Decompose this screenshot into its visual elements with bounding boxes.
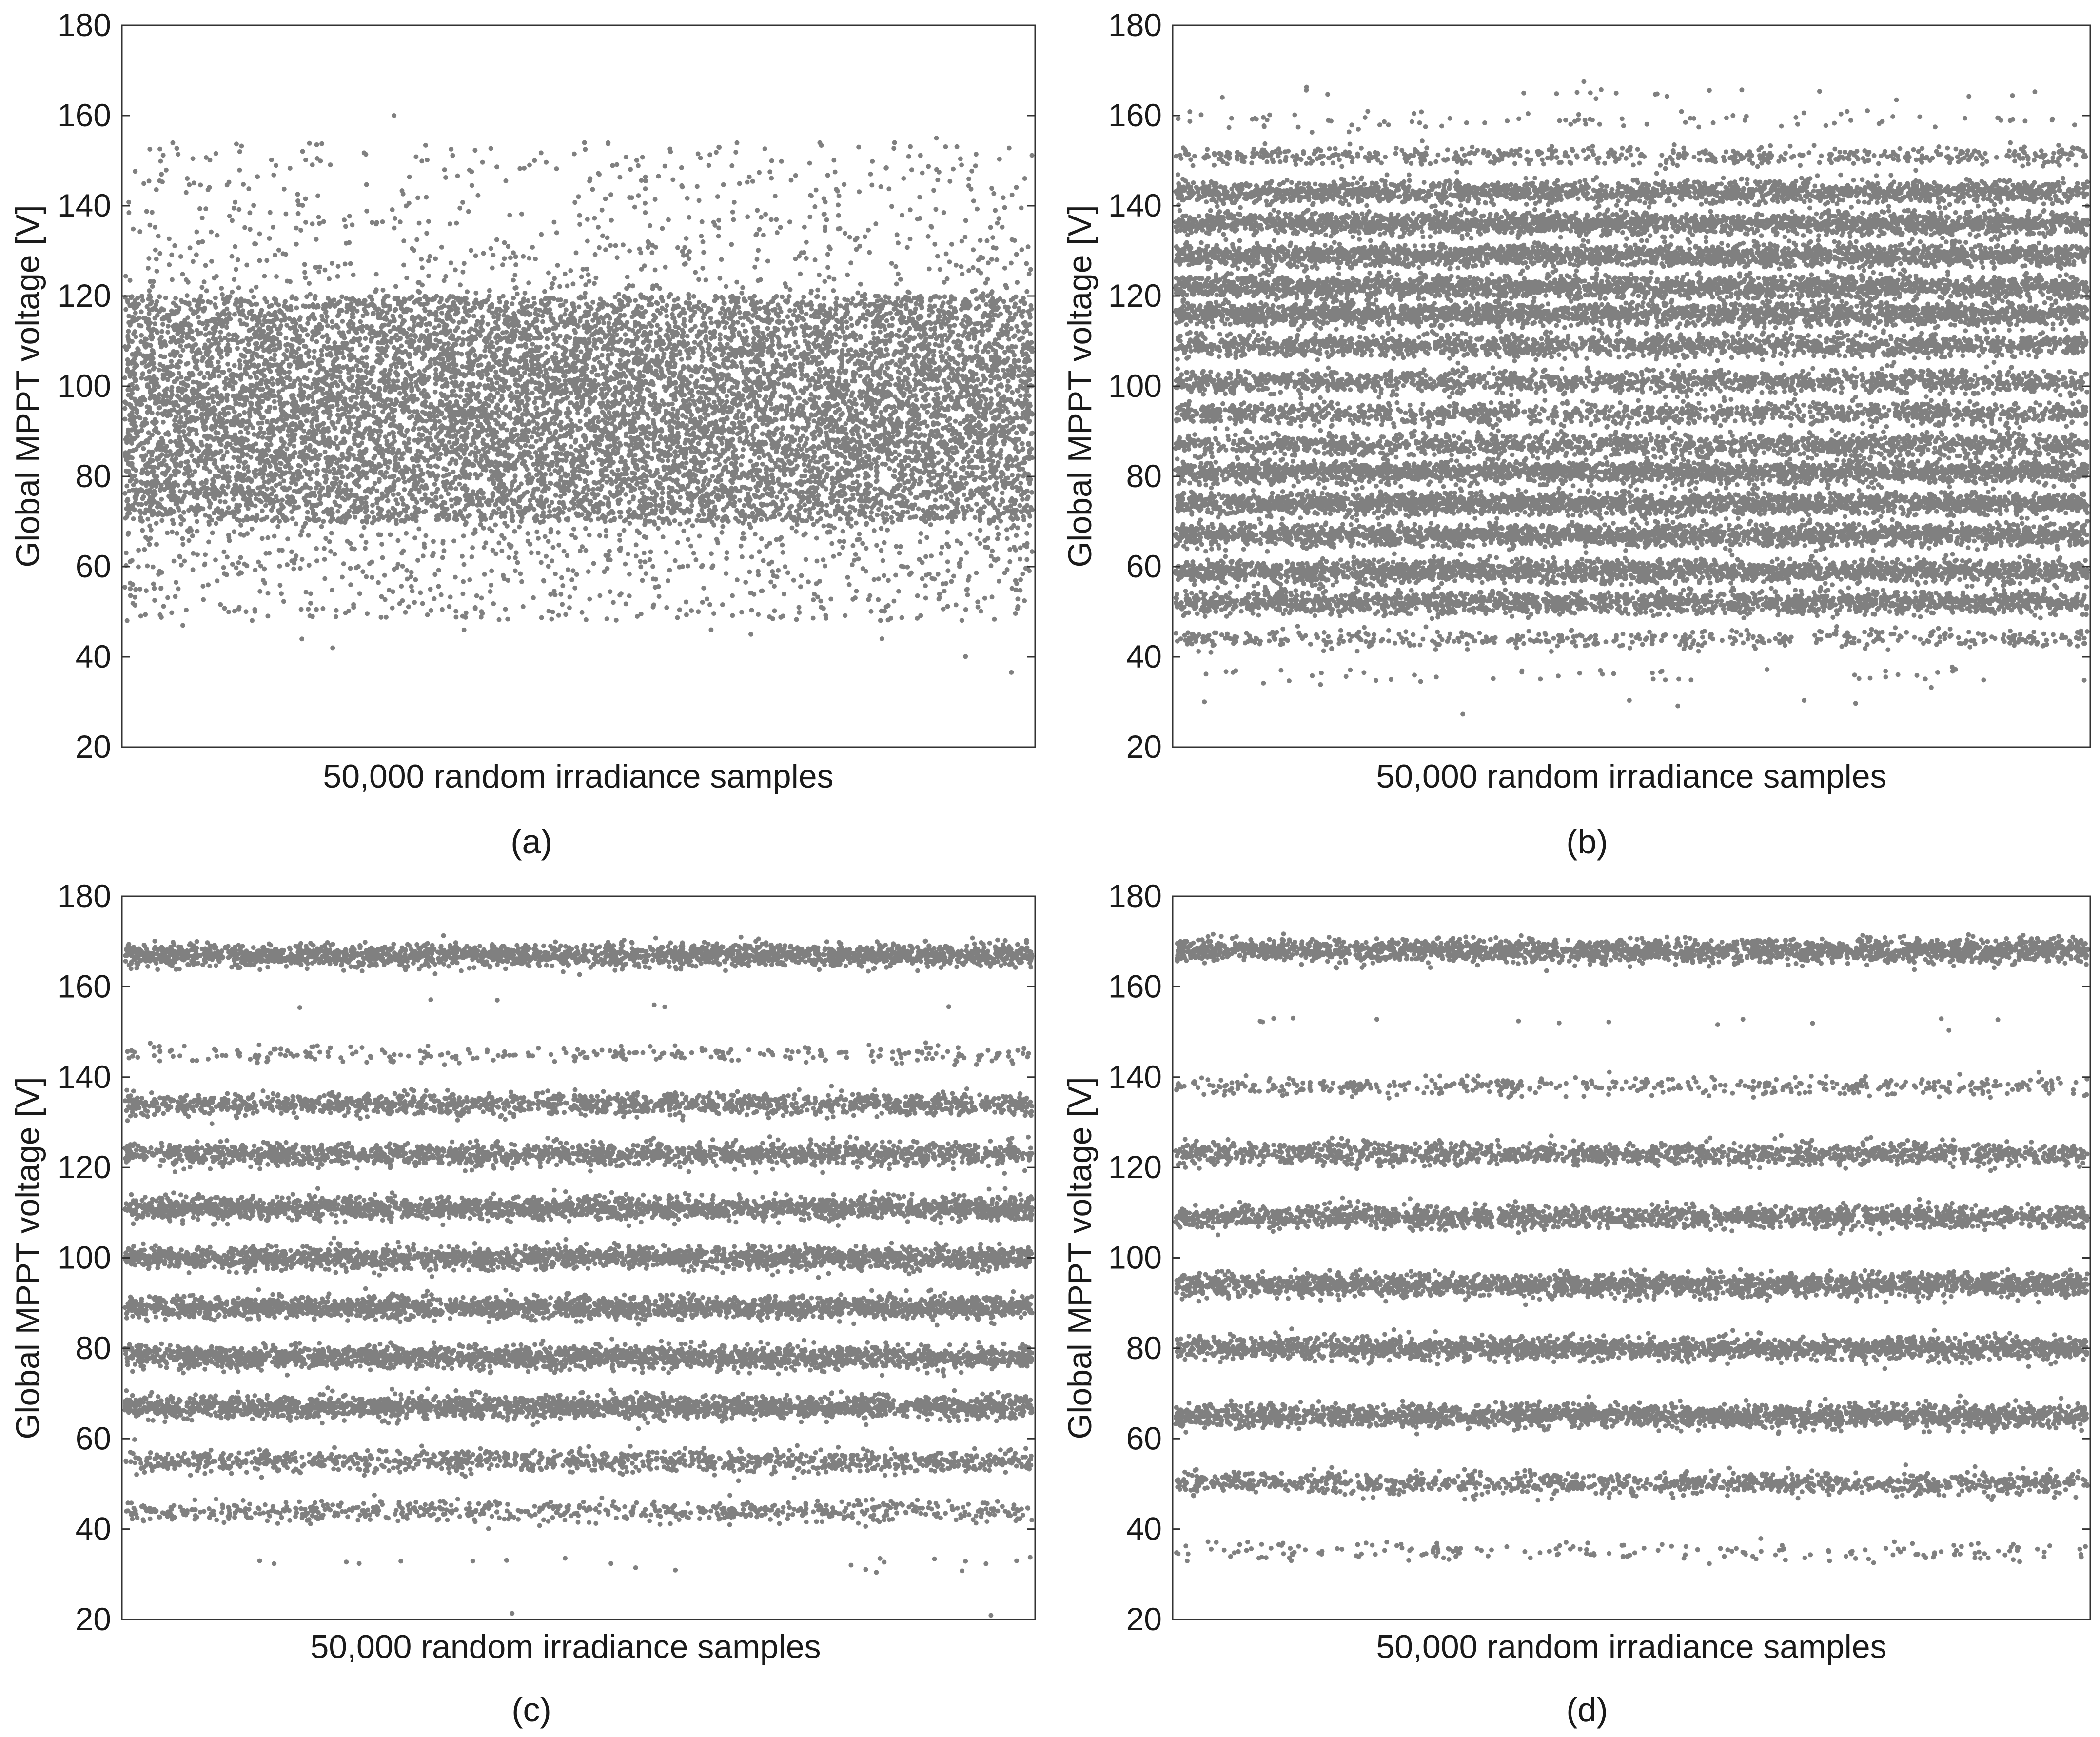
y-tick-label: 60 [1126,1420,1162,1457]
panel-c [9,878,1035,1729]
y-tick-label: 60 [1126,548,1162,584]
y-axis-label: Global MPPT voltage [V] [9,1077,46,1440]
x-axis-label: 50,000 random irradiance samples [310,1628,821,1665]
y-axis-label: Global MPPT voltage [V] [9,205,46,568]
x-axis-label: 50,000 random irradiance samples [1376,758,1887,795]
y-tick-label: 160 [1108,97,1162,133]
y-tick-label: 20 [75,1601,111,1637]
y-tick-label: 160 [57,968,111,1005]
scatter-points [122,113,1035,675]
y-tick-label: 80 [1126,458,1162,494]
scatter-markers [122,933,1035,1618]
y-tick-label: 100 [57,1239,111,1276]
y-tick-label: 60 [75,548,111,584]
y-tick-label: 20 [1126,1601,1162,1637]
y-tick-label: 140 [1108,1058,1162,1095]
y-tick-label: 100 [57,368,111,404]
y-tick-label: 140 [57,1058,111,1095]
y-tick-label: 100 [1108,1239,1162,1276]
scatter-markers [122,113,1035,675]
y-tick-label: 120 [1108,277,1162,314]
y-tick-label: 120 [57,277,111,314]
scatter-markers [1173,79,2090,716]
y-tick-label: 20 [1126,729,1162,765]
panel-d [1061,878,2090,1729]
y-ticks [1108,878,2090,1637]
y-tick-label: 60 [75,1420,111,1457]
y-tick-label: 40 [1126,1510,1162,1547]
scatter-points [1173,79,2090,716]
y-axis-label: Global MPPT voltage [V] [1061,205,1099,568]
y-tick-label: 120 [57,1149,111,1185]
x-axis-label: 50,000 random irradiance samples [323,758,834,795]
scatter-points [122,933,1035,1618]
y-tick-label: 180 [1108,7,1162,43]
scatter-points [1173,931,2090,1566]
y-tick-label: 180 [57,878,111,914]
panel-b [1061,7,2090,861]
panel-label: (b) [1566,823,1608,861]
y-tick-label: 140 [57,187,111,223]
y-tick-label: 80 [1126,1329,1162,1366]
x-axis-label: 50,000 random irradiance samples [1376,1628,1887,1665]
y-tick-label: 80 [75,458,111,494]
y-tick-label: 140 [1108,187,1162,223]
y-tick-label: 40 [75,638,111,674]
y-tick-label: 20 [75,729,111,765]
y-tick-label: 160 [1108,968,1162,1005]
panel-label: (c) [511,1691,551,1729]
y-axis-label: Global MPPT voltage [V] [1061,1077,1099,1440]
panel-a [9,7,1035,861]
y-tick-label: 40 [75,1510,111,1547]
y-tick-label: 180 [57,7,111,43]
y-tick-label: 100 [1108,368,1162,404]
y-tick-label: 40 [1126,638,1162,674]
y-tick-label: 80 [75,1329,111,1366]
y-tick-label: 160 [57,97,111,133]
plot-frame [1173,896,2090,1619]
y-tick-label: 180 [1108,878,1162,914]
scatter-markers [1173,931,2090,1566]
y-tick-label: 120 [1108,1149,1162,1185]
panel-label: (d) [1566,1691,1608,1729]
panel-label: (a) [510,823,552,861]
